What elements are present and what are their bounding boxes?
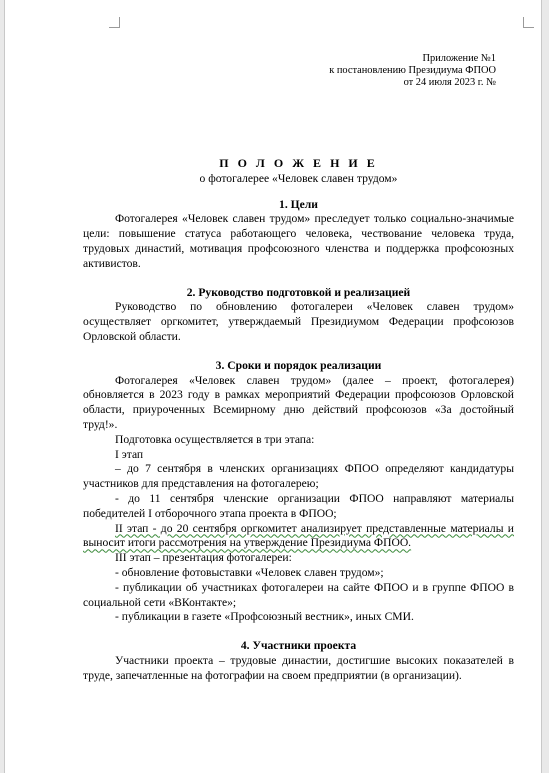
paragraph: Фотогалерея «Человек славен трудом» (далее – проект, фотогалерея) обновляется в 2023 году в рамках мероприятий Федерации профсоюзов Орловской области, приуроченных Всемирному дню действий профсоюзов «За достойный труд!».	[83, 373, 514, 431]
list-item: - публикации в газете «Профсоюзный вестник», иных СМИ.	[115, 610, 414, 624]
appendix-line: Приложение №1	[422, 53, 496, 64]
document-body[interactable]	[83, 53, 514, 684]
margin-corner-mark	[523, 17, 534, 28]
section-heading: 1. Цели	[279, 197, 318, 211]
appendix-line: к постановлению Президиума ФПОО	[329, 65, 496, 77]
section-heading: 4. Участники проекта	[240, 639, 357, 653]
appendix-line: от 24 июля 2023 г. №	[403, 77, 496, 89]
stage-label: III этап – презентация фотогалереи:	[115, 551, 292, 565]
list-item: - публикации об участниках фотогалереи на сайте ФПОО и в группе ФПОО в социальной сети «ВКонтакте»;	[83, 580, 514, 609]
stage-2-text: II этап - до 20 сентября оргкомитет анализирует представленные материалы и выносит итоги рассмотрения на утверждение Президиума ФПОО.	[83, 521, 514, 550]
list-item: - обновление фотовыставки «Человек славен трудом»;	[115, 565, 384, 579]
appendix-header	[83, 53, 496, 90]
paragraph: Руководство по обновлению фотогалереи «Человек славен трудом» осуществляет оргкомитет, утверждаемый Президиумом Федерации профсоюзов Орловской области.	[83, 300, 514, 343]
document-page	[4, 0, 542, 773]
list-item	[83, 522, 514, 552]
document-subtitle: о фотогалерее «Человек славен трудом»	[199, 171, 398, 185]
list-item: - до 11 сентября членские организации ФПОО направляют материалы победителей I отборочного этапа проекта в ФПОО;	[83, 491, 514, 520]
section-heading: 2. Руководство подготовкой и реализацией	[186, 285, 411, 299]
paragraph: Фотогалерея «Человек славен трудом» преследует только социально-значимые цели: повышение статуса работающего человека, чествование человека труда, трудовых династий, мотивация профсоюзного членства и поддержка профсоюзных активистов.	[83, 212, 514, 270]
section-heading: 3. Сроки и порядок реализации	[215, 358, 382, 372]
stage-label: I этап	[115, 447, 144, 461]
document-title: П О Л О Ж Е Н И Е	[219, 155, 378, 170]
list-item: – до 7 сентября в членских организациях ФПОО определяют кандидатуры участников для представления на фотогалерею;	[83, 462, 514, 491]
margin-corner-mark	[109, 17, 120, 28]
paragraph: Участники проекта – трудовые династии, достигшие высоких показателей в труде, запечатленные на фотографии на своем предприятии (в организации).	[83, 653, 514, 682]
paragraph: Подготовка осуществляется в три этапа:	[115, 432, 315, 446]
